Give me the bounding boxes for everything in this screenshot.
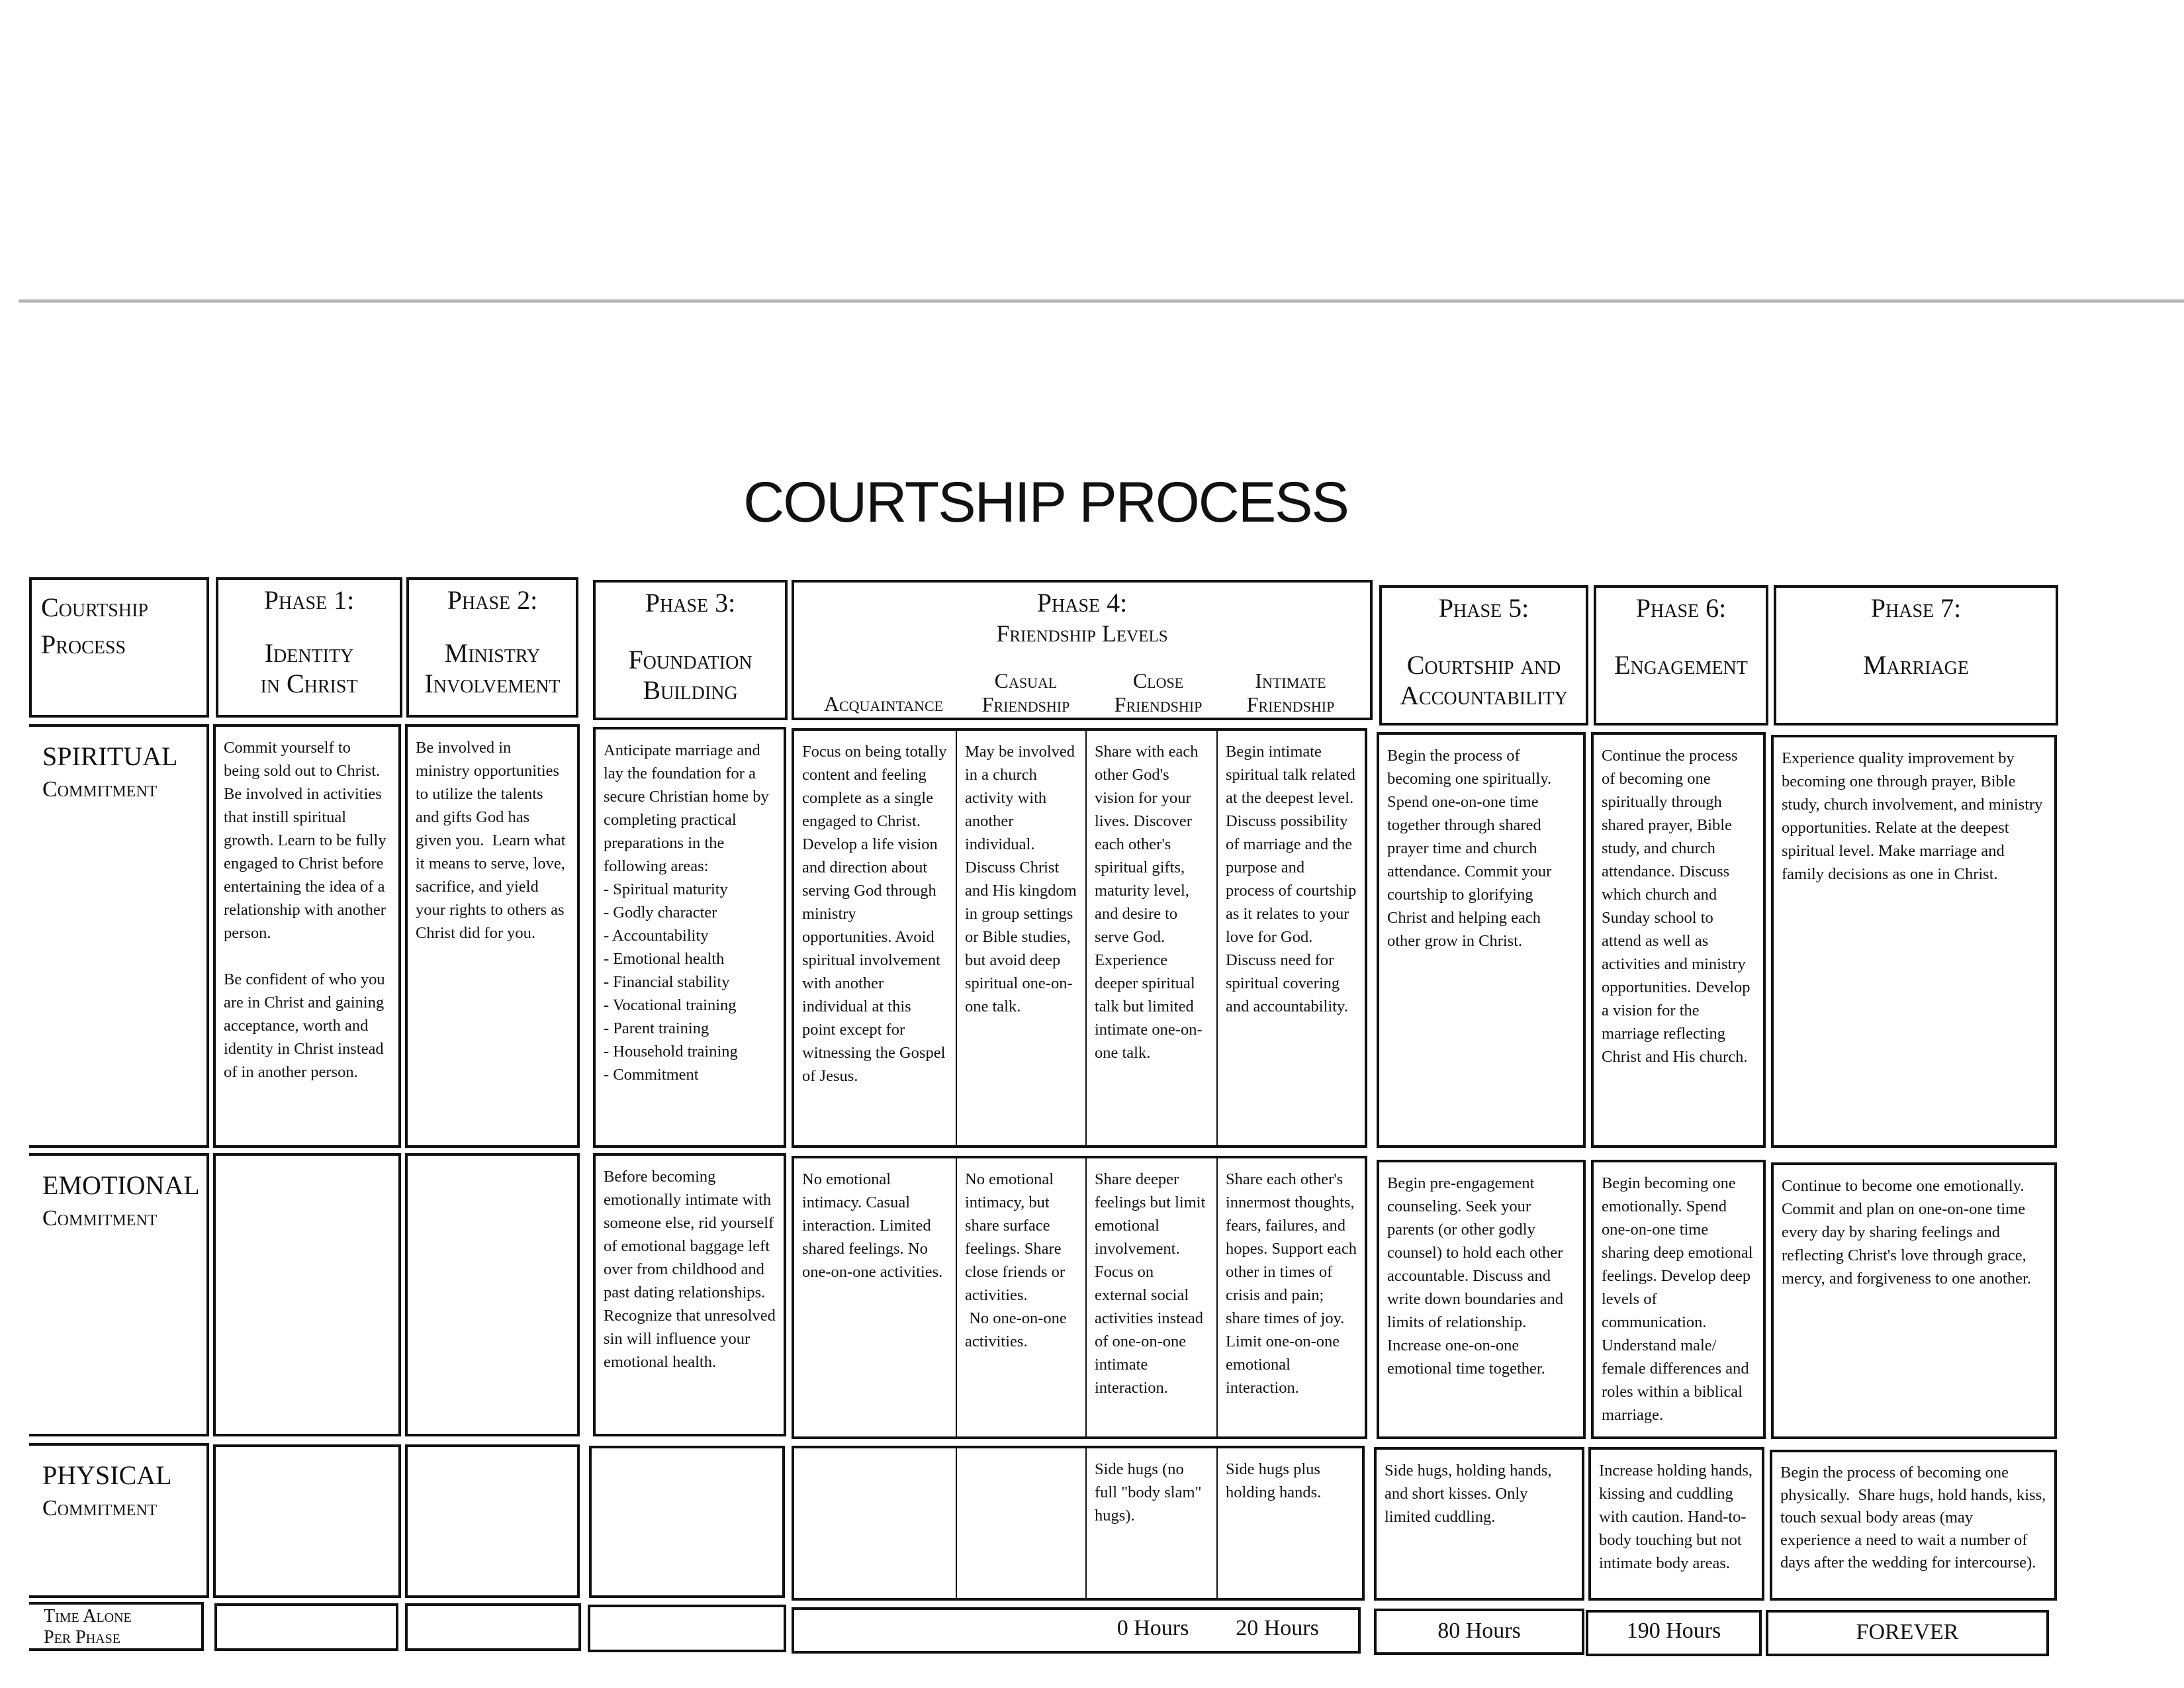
spiritual-p5: Begin the process of becoming one spiritually. Spend one-on-one time together through shared prayer time and church attendance. Commit your courtship to glorifying Christ and helping each other grow in Christ. (1387, 747, 1556, 950)
header-corner-label (32, 580, 206, 712)
time-label-1: Time Alone (44, 1606, 132, 1626)
spiritual-p7: Experience quality improvement by becoming one through prayer, Bible study, church involvement, and ministry opportunities. Relate at the deepest spiritual level. Make marriage and family decisions as one in Christ. (1782, 749, 2047, 883)
time-p6: 190 Hours (1626, 1618, 1721, 1643)
level-intimate-header: Intimate Friendship (1246, 669, 1335, 716)
emotional-p1 (216, 1156, 398, 1434)
spiritual-intimate: Begin intimate spiritual talk related at the deepest level. Discuss possibility of marriage and the purpose and process of courtship as it relates to your love for God. Discuss need for spiritual covering and accountability. (1226, 743, 1361, 1015)
phase3-header (593, 580, 788, 720)
time-row-label (40, 1603, 199, 1651)
phase2-header (406, 577, 578, 718)
time-p3-box (588, 1605, 786, 1652)
phase2-name-1: Ministry (444, 638, 541, 668)
time-close: 0 Hours (1116, 1616, 1189, 1640)
phase4-label: Phase 4: (1036, 588, 1128, 618)
level-acquaintance-header: Acquaintance (823, 692, 944, 716)
emotional-acquaintance: No emotional intimacy. Casual interaction. Limited shared feelings. No one-on-one activities. (802, 1170, 943, 1281)
phase4-name: Friendship Levels (996, 620, 1168, 647)
physical-p3 (592, 1448, 782, 1595)
physical-close: Side hugs (no full "body slam" hugs). (1095, 1460, 1206, 1524)
spiritual-p6: Continue the process of becoming one spiritually through shared prayer, Bible study, and church attendance. Discuss which church and Sunday school to attend as well as activities and ministry opportunities. Develop a vision for the marriage reflecting Christ and His church. (1602, 747, 1754, 1066)
phase5-name-2: Accountability (1400, 680, 1568, 710)
emotional-p6: Begin becoming one emotionally. Spend one-on-one time sharing deep emotional feelings. Develop deep levels of communication. Understand male/ female differences and roles within a biblical marriage. (1602, 1174, 1757, 1424)
phase2-name-2: Involvement (424, 669, 561, 698)
emotional-label-1: EMOTIONAL (42, 1170, 200, 1200)
corner-line-2: Process (41, 630, 126, 659)
spiritual-p2: Be involved in ministry opportunities to utilize the talents and gifts God has given you. Learn what it means to serve, love, sacrifice, and yield your rights to others as Christ did for you. (416, 739, 570, 942)
physical-p1 (216, 1447, 398, 1595)
emotional-p2 (408, 1156, 577, 1434)
time-p2-box (405, 1603, 581, 1651)
spiritual-casual: May be involved in a church activity with another individual. Discuss Christ and His kingdom in group settings or Bible studies, but avoid deep spiritual one-on-one talk. (965, 743, 1081, 1015)
emotional-p3: Before becoming emotionally intimate with someone else, rid yourself of emotional baggage left over from childhood and past dating relationships. Recognize that unresolved sin will influence your emotional health. (604, 1168, 780, 1371)
physical-row-label (32, 1446, 206, 1538)
physical-acquaintance (794, 1448, 956, 1598)
level-casual-header: Casual Friendship (981, 669, 1070, 716)
phase5-header (1379, 585, 1588, 726)
spiritual-row-label (32, 727, 206, 820)
phase4-header (792, 580, 1373, 653)
phase5-label: Phase 5: (1438, 593, 1529, 623)
time-intimate: 20 Hours (1236, 1616, 1319, 1640)
time-p1-box (214, 1603, 398, 1651)
emotional-p7: Continue to become one emotionally. Commit and plan on one-on-one time every day by sharing feelings and reflecting Christ's love through grace, mercy, and forgiveness to one another. (1782, 1177, 2031, 1288)
phase6-label: Phase 6: (1635, 593, 1727, 623)
physical-p7: Begin the process of becoming one physically. Share hugs, hold hands, kiss, touch sexual body areas (may experience a need to wait a number of days after the wedding for intercourse). (1780, 1464, 2050, 1571)
phase6-name: Engagement (1614, 650, 1748, 680)
phase3-name-2: Building (643, 675, 738, 705)
page-title: COURTSHIP PROCESS (743, 471, 1348, 534)
phase7-name: Marriage (1862, 650, 1969, 680)
physical-label-1: PHYSICAL (42, 1460, 172, 1490)
emotional-close: Share deeper feelings but limit emotional involvement. Focus on external social activities instead of one-on-one intimate interaction. (1095, 1170, 1210, 1397)
level-close-header: Close Friendship (1114, 669, 1203, 716)
time-p7: FOREVER (1856, 1620, 1959, 1644)
phase3-name-1: Foundation (628, 645, 752, 675)
phase7-header (1774, 585, 2058, 726)
physical-label-2: Commitment (42, 1496, 158, 1521)
physical-p2 (408, 1447, 577, 1595)
scan-artifact-line (19, 299, 2184, 303)
phase1-label: Phase 1: (263, 585, 355, 615)
physical-intimate: Side hugs plus holding hands. (1226, 1460, 1325, 1501)
emotional-row-label (32, 1156, 206, 1248)
spiritual-close: Share with each other God's vision for your lives. Discover each other's spiritual gifts, maturity level, and desire to serve God. Experience deeper spiritual talk but limited intimate one-on-one talk. (1095, 743, 1203, 1062)
spiritual-label-1: SPIRITUAL (42, 741, 178, 771)
phase6-header (1594, 585, 1768, 726)
emotional-intimate: Share each other's innermost thoughts, fears, failures, and hopes. Support each other in times of crisis and pain; share times of joy. Limit one-on-one emotional interaction. (1226, 1170, 1361, 1397)
physical-p6: Increase holding hands, kissing and cuddling with caution. Hand-to-body touching but not intimate body areas. (1599, 1462, 1757, 1572)
corner-line-1: Courtship (41, 592, 148, 622)
physical-p5: Side hugs, holding hands, and short kisses. Only limited cuddling. (1385, 1462, 1556, 1526)
emotional-casual: No emotional intimacy, but share surface feelings. Share close friends or activities. No one-on-one activities. (965, 1170, 1067, 1350)
phase1-name-1: Identity (264, 638, 354, 668)
phase1-header (216, 577, 402, 718)
physical-casual (957, 1448, 1085, 1598)
spiritual-label-2: Commitment (42, 777, 158, 802)
spiritual-p3: Anticipate marriage and lay the foundation for a secure Christian home by completing practical preparations in the following areas: - Spiritual maturity - Godly character - Accountability - Emotional health - Financial stability - Vocational training - Parent training - Household training - Commitment (604, 741, 769, 1084)
phase1-name-2: in Christ (260, 669, 358, 698)
phase5-name-1: Courtship and (1406, 650, 1561, 680)
time-label-2: Per Phase (44, 1627, 120, 1648)
spiritual-p1: Commit yourself to being sold out to Christ. Be involved in activities that instill spiritual growth. Learn to be fully engaged to Christ before entertaining the idea of a relationship with another person. Be confident of who you are in Christ and gaining acceptance, worth and identity in Christ instead of in another person. (224, 739, 387, 1081)
emotional-label-2: Commitment (42, 1206, 158, 1231)
phase7-label: Phase 7: (1870, 593, 1962, 623)
emotional-p5: Begin pre-engagement counseling. Seek your parents (or other godly counsel) to hold each other accountable. Discuss and write down boundaries and limits of relationship. Increase one-on-one emotional time together. (1387, 1174, 1568, 1378)
phase3-label: Phase 3: (645, 588, 736, 618)
time-p5: 80 Hours (1437, 1618, 1521, 1643)
phase2-label: Phase 2: (447, 585, 538, 615)
spiritual-acquaintance: Focus on being totally content and feeling complete as a single engaged to Christ. Develop a life vision and direction about serving God through ministry opportunities. Avoid spiritual involvement with another individual at this point except for witnessing the Gospel of Jesus. (802, 743, 951, 1085)
